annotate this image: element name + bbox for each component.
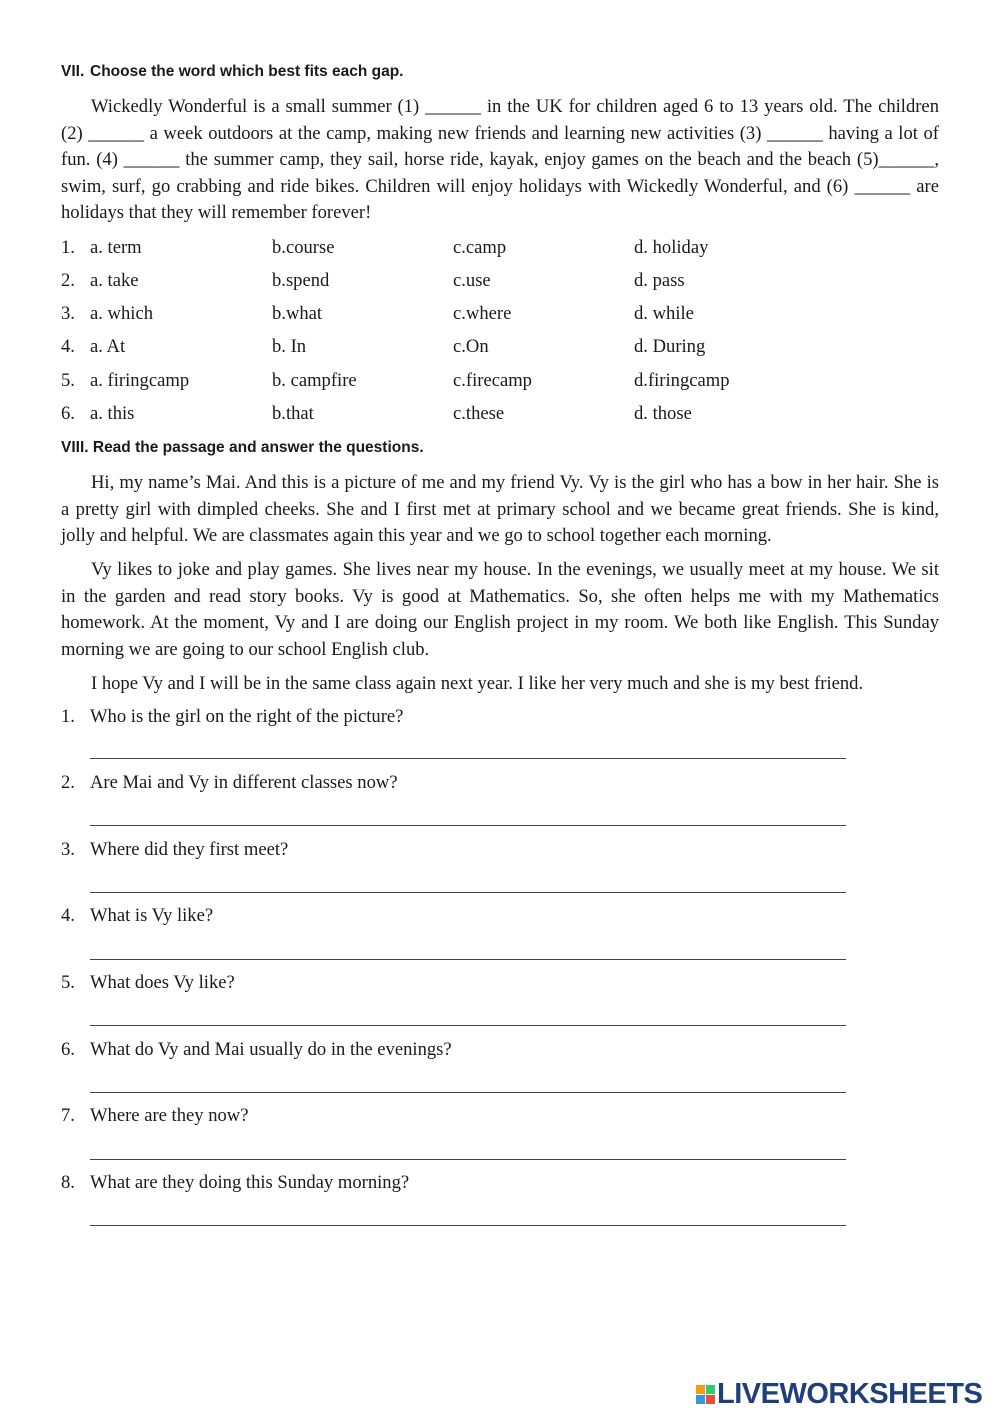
section-8-heading: VIII. Read the passage and answer the questions. (61, 439, 424, 456)
options-row (61, 335, 961, 359)
question-item (61, 1171, 409, 1195)
option-number: 5. (61, 370, 75, 391)
question-text: What is Vy like? (90, 905, 214, 926)
question-text: What are they doing this Sunday morning? (90, 1172, 410, 1193)
option-b[interactable]: b. In (272, 336, 307, 357)
liveworksheets-logo-icon (696, 1385, 715, 1404)
option-number: 1. (61, 237, 75, 258)
option-number: 2. (61, 270, 75, 291)
option-a[interactable]: a. term (90, 237, 142, 258)
question-number: 2. (61, 772, 75, 793)
option-a[interactable]: a. which (90, 303, 153, 324)
question-number: 3. (61, 839, 75, 860)
option-a[interactable]: a. firingcamp (90, 370, 190, 391)
logo-text: LIVEWORKSHEETS (717, 1377, 983, 1410)
option-c[interactable]: c.firecamp (453, 370, 532, 391)
question-item (61, 1104, 248, 1128)
option-d[interactable]: d. holiday (634, 237, 709, 258)
option-c[interactable]: c.camp (453, 237, 507, 258)
question-number: 1. (61, 706, 75, 727)
section-7-title: Choose the word which best fits each gap. (90, 63, 404, 80)
answer-line[interactable] (90, 1025, 846, 1026)
question-text: Where did they first meet? (90, 839, 289, 860)
answer-line[interactable] (90, 758, 846, 759)
answer-line[interactable] (90, 892, 846, 893)
answer-line[interactable] (90, 1159, 846, 1160)
question-item (61, 705, 403, 729)
option-d[interactable]: d.firingcamp (634, 370, 730, 391)
question-text: What does Vy like? (90, 972, 235, 993)
section-7-passage: Wickedly Wonderful is a small summer (1) ______ in the UK for children aged 6 to 13 years old. The children (2) ______ a week outdoors at the camp, making new friends and learning new activities (3) ______ having a lot of fun. (4) ______ the summer camp, they sail, horse ride, kayak, enjoy games on the beach and the beach (5)______, swim, surf, go crabbing and ride bikes. Children will enjoy holidays with Wickedly Wonderful, and (6) ______ are holidays that they will remember forever! (61, 96, 939, 224)
question-number: 5. (61, 972, 75, 993)
option-c[interactable]: c.these (453, 403, 505, 424)
logo-square (706, 1385, 715, 1394)
options-row (61, 302, 961, 326)
liveworksheets-logo[interactable] (696, 1377, 982, 1411)
option-b[interactable]: b.what (272, 303, 323, 324)
section-7-number: VII. (61, 63, 85, 80)
question-item (61, 1038, 452, 1062)
option-a[interactable]: a. take (90, 270, 139, 291)
option-c[interactable]: c.where (453, 303, 512, 324)
option-d[interactable]: d. while (634, 303, 694, 324)
options-row (61, 236, 961, 260)
option-b[interactable]: b.that (272, 403, 314, 424)
question-item (61, 771, 398, 795)
question-item (61, 838, 288, 862)
option-d[interactable]: d. those (634, 403, 692, 424)
question-text: Who is the girl on the right of the picture? (90, 706, 404, 727)
passage-paragraph: Vy likes to joke and play games. She lives near my house. In the evenings, we usually meet at my house. We sit in the garden and read story books. Vy is good at Mathematics. So, she often helps me with my Mathematics homework. At the moment, Vy and I are doing our English project in my room. We both like English. This Sunday morning we are going to our school English club. (61, 559, 939, 660)
answer-line[interactable] (90, 825, 846, 826)
option-number: 3. (61, 303, 75, 324)
question-text: What do Vy and Mai usually do in the evenings? (90, 1039, 452, 1060)
options-row (61, 269, 961, 293)
passage-paragraph: I hope Vy and I will be in the same class again next year. I like her very much and she is my best friend. (91, 673, 864, 694)
options-row (61, 402, 961, 426)
section-7-heading (61, 63, 404, 81)
passage-paragraph: Hi, my name’s Mai. And this is a picture of me and my friend Vy. Vy is the girl who has a bow in her hair. She is a pretty girl with dimpled cheeks. She and I first met at primary school and we became great friends. She is kind, jolly and helpful. We are classmates again this year and we go to school together each morning. (61, 472, 939, 547)
question-text: Where are they now? (90, 1105, 249, 1126)
option-a[interactable]: a. this (90, 403, 135, 424)
logo-square (696, 1385, 705, 1394)
answer-line[interactable] (90, 1092, 846, 1093)
question-number: 4. (61, 905, 75, 926)
option-b[interactable]: b.spend (272, 270, 330, 291)
option-number: 4. (61, 336, 75, 357)
question-text: Are Mai and Vy in different classes now? (90, 772, 398, 793)
question-item (61, 904, 213, 928)
option-b[interactable]: b. campfire (272, 370, 357, 391)
answer-line[interactable] (90, 959, 846, 960)
question-number: 7. (61, 1105, 75, 1126)
options-row (61, 369, 961, 393)
logo-square (706, 1395, 715, 1404)
option-a[interactable]: a. At (90, 336, 126, 357)
option-number: 6. (61, 403, 75, 424)
option-d[interactable]: d. During (634, 336, 706, 357)
question-item (61, 971, 235, 995)
option-c[interactable]: c.On (453, 336, 489, 357)
option-c[interactable]: c.use (453, 270, 491, 291)
logo-square (696, 1395, 705, 1404)
answer-line[interactable] (90, 1225, 846, 1226)
question-number: 6. (61, 1039, 75, 1060)
option-d[interactable]: d. pass (634, 270, 685, 291)
question-number: 8. (61, 1172, 75, 1193)
option-b[interactable]: b.course (272, 237, 335, 258)
